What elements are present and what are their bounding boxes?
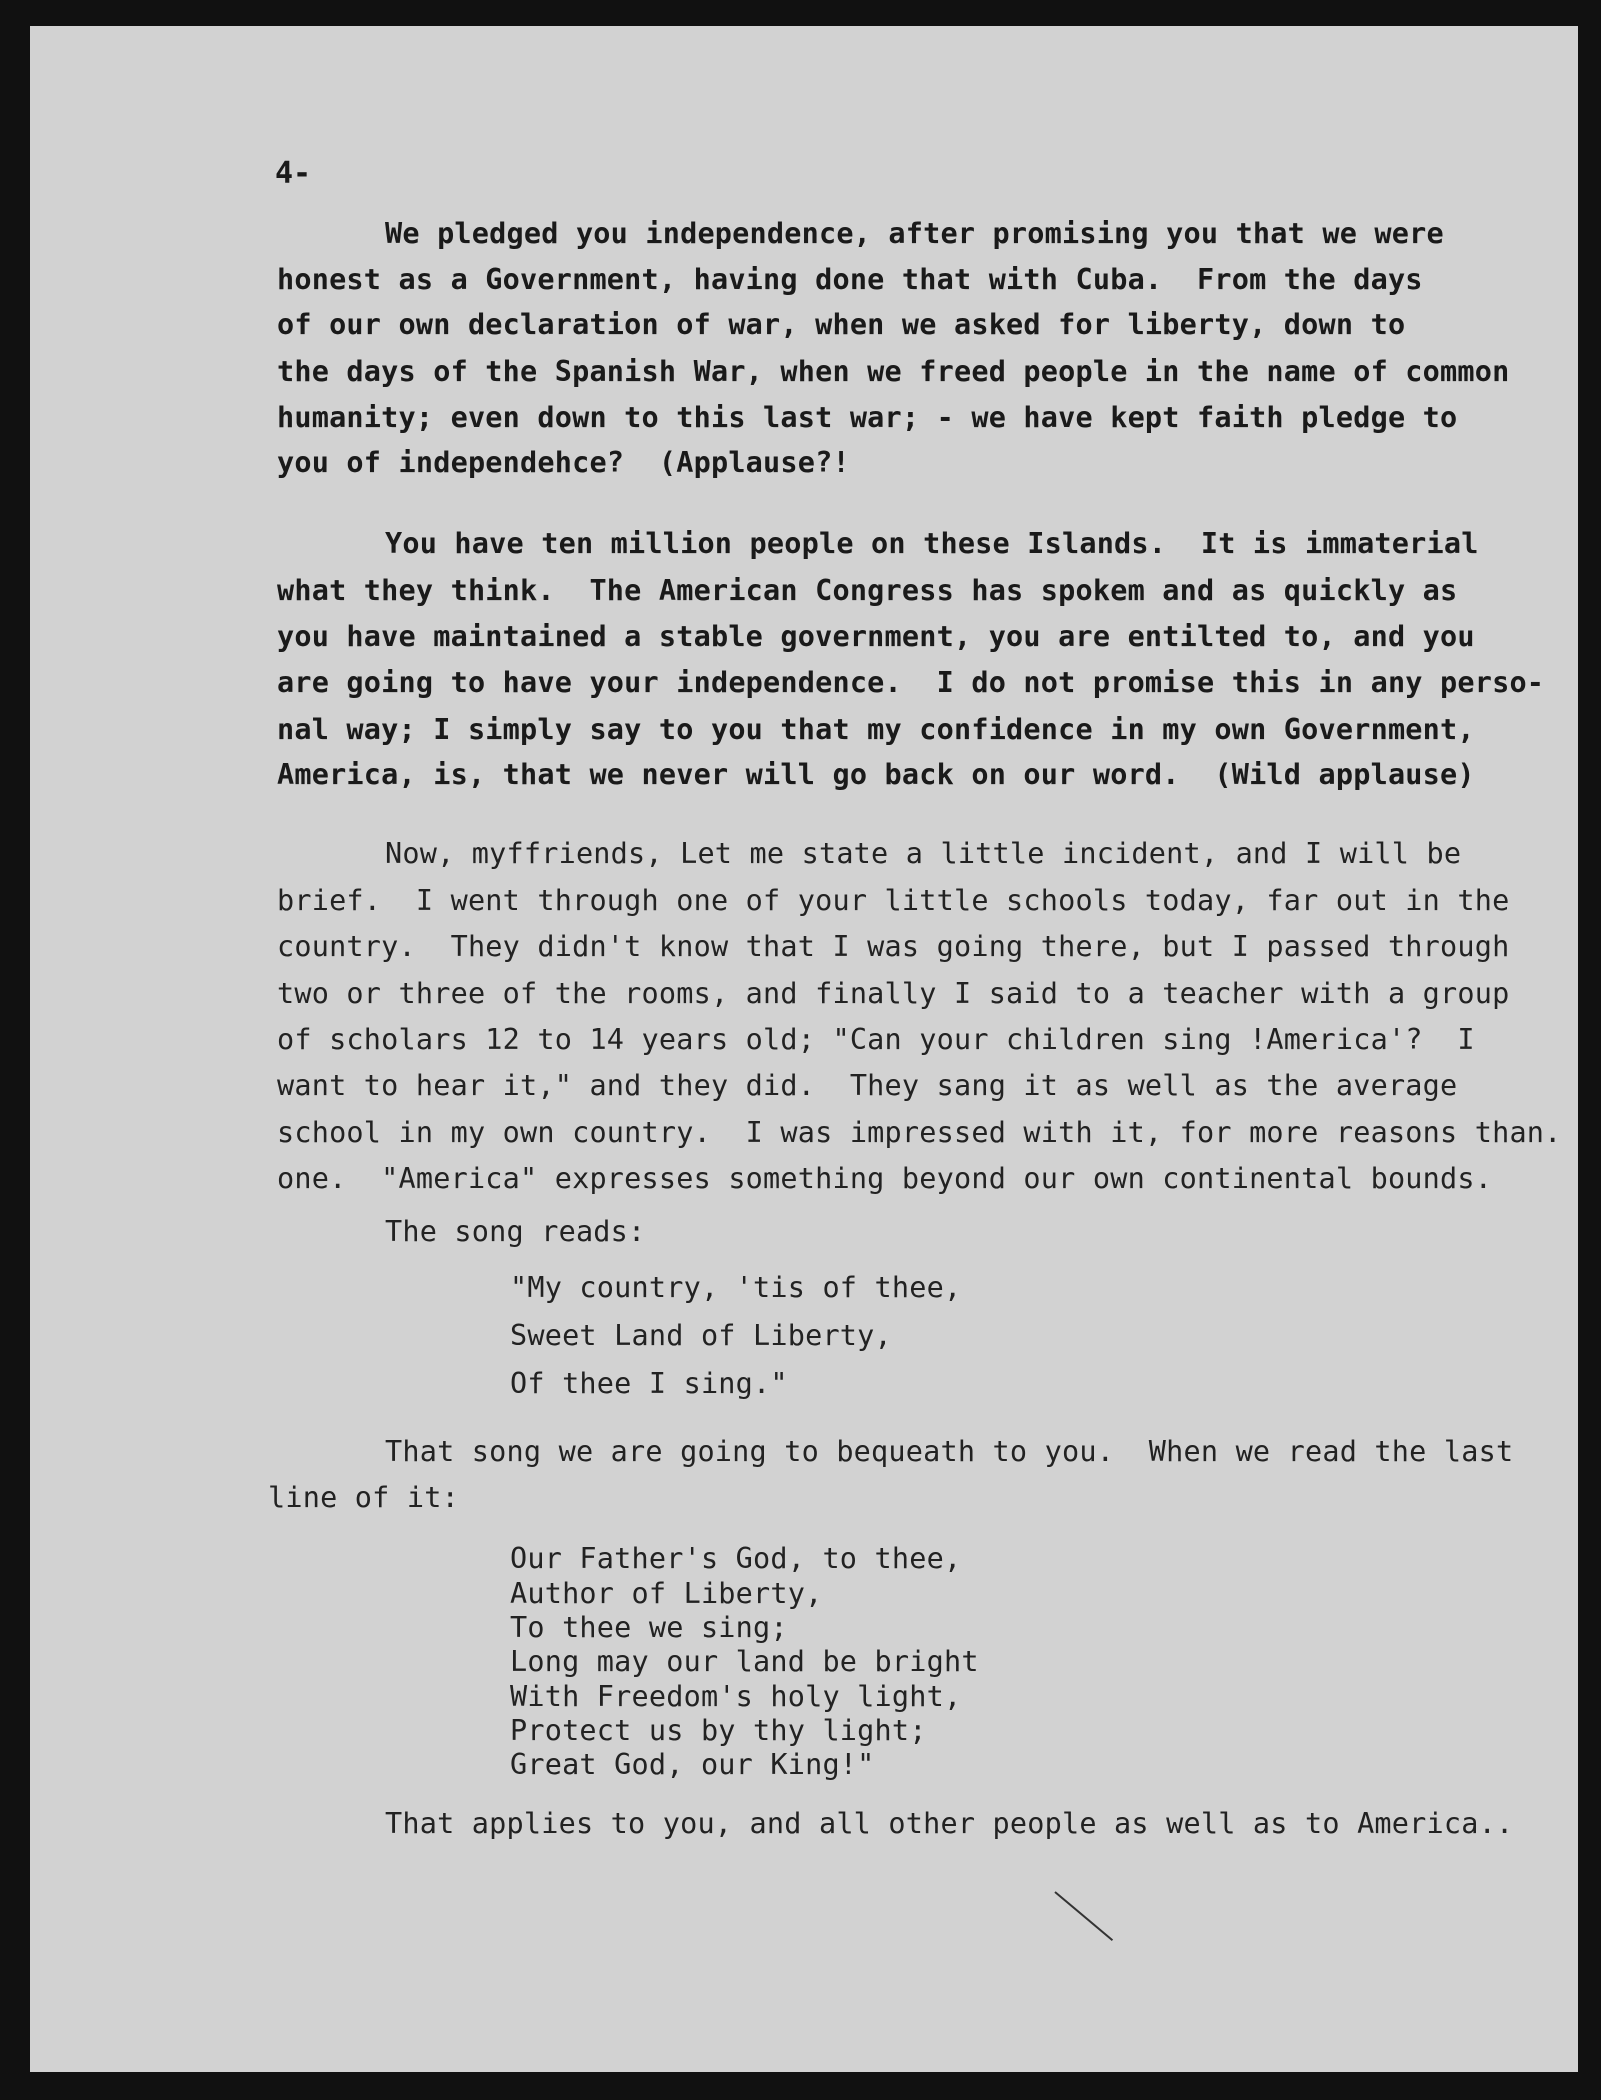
paragraph-1-line-6: you of independehce? (Applause?! <box>277 446 850 479</box>
verse-line-3: To thee we sing; <box>510 1611 788 1644</box>
verse-line-6: Protect us by thy light; <box>510 1714 927 1747</box>
verse-line-7: Great God, our King!" <box>510 1748 875 1781</box>
song-line-1: "My country, 'tis of thee, <box>510 1271 962 1304</box>
paragraph-3-line-6: want to hear it," and they did. They sang it as well as the average <box>277 1069 1458 1102</box>
verse-line-4: Long may our land be bright <box>510 1645 979 1678</box>
paragraph-3-line-1: Now, myffriends, Let me state a little incident, and I will be <box>385 837 1462 870</box>
paragraph-3-line-8: one. "America" expresses something beyond our own continental bounds. <box>277 1162 1493 1195</box>
verse-line-5: With Freedom's holy light, <box>510 1680 962 1713</box>
paragraph-4-line-1: That song we are going to bequeath to you. When we read the last <box>385 1435 1514 1468</box>
document-page <box>30 26 1578 2072</box>
paragraph-2-line-1: You have ten million people on these Islands. It is immaterial <box>385 527 1479 560</box>
page-number: 4- <box>275 156 312 191</box>
paragraph-3-line-5: of scholars 12 to 14 years old; "Can your children sing !America'? I <box>277 1023 1475 1056</box>
song-line-3: Of thee I sing." <box>510 1367 788 1400</box>
paragraph-1-line-1: We pledged you independence, after promising you that we were <box>385 217 1444 250</box>
paragraph-1-line-3: of our own declaration of war, when we asked for liberty, down to <box>277 308 1406 341</box>
paragraph-3-line-2: brief. I went through one of your little schools today, far out in the <box>277 884 1510 917</box>
paragraph-2-line-5: nal way; I simply say to you that my confidence in my own Government, <box>277 713 1475 746</box>
paragraph-1-line-4: the days of the Spanish War, when we freed people in the name of common <box>277 355 1510 388</box>
paragraph-2-line-3: you have maintained a stable government, you are entilted to, and you <box>277 620 1475 653</box>
paragraph-2-line-6: America, is, that we never will go back on our word. (Wild applause) <box>277 758 1475 791</box>
song-intro: The song reads: <box>385 1215 646 1248</box>
closing-line: That applies to you, and all other people as well as to America.. <box>385 1807 1514 1840</box>
song-line-2: Sweet Land of Liberty, <box>510 1319 892 1352</box>
paragraph-2-line-4: are going to have your independence. I do not promise this in any perso- <box>277 666 1545 699</box>
paragraph-3-line-7: school in my own country. I was impressed with it, for more reasons than. <box>277 1116 1562 1149</box>
pen-mark <box>1054 1891 1113 1941</box>
verse-line-1: Our Father's God, to thee, <box>510 1542 962 1575</box>
paragraph-3-line-4: two or three of the rooms, and finally I said to a teacher with a group <box>277 977 1510 1010</box>
paragraph-4-line-2: line of it: <box>268 1481 459 1514</box>
paragraph-3-line-3: country. They didn't know that I was going there, but I passed through <box>277 930 1510 963</box>
paragraph-1-line-5: humanity; even down to this last war; - we have kept faith pledge to <box>277 401 1458 434</box>
paragraph-2-line-2: what they think. The American Congress has spokem and as quickly as <box>277 574 1458 607</box>
paragraph-1-line-2: honest as a Government, having done that with Cuba. From the days <box>277 263 1423 296</box>
verse-line-2: Author of Liberty, <box>510 1577 823 1610</box>
